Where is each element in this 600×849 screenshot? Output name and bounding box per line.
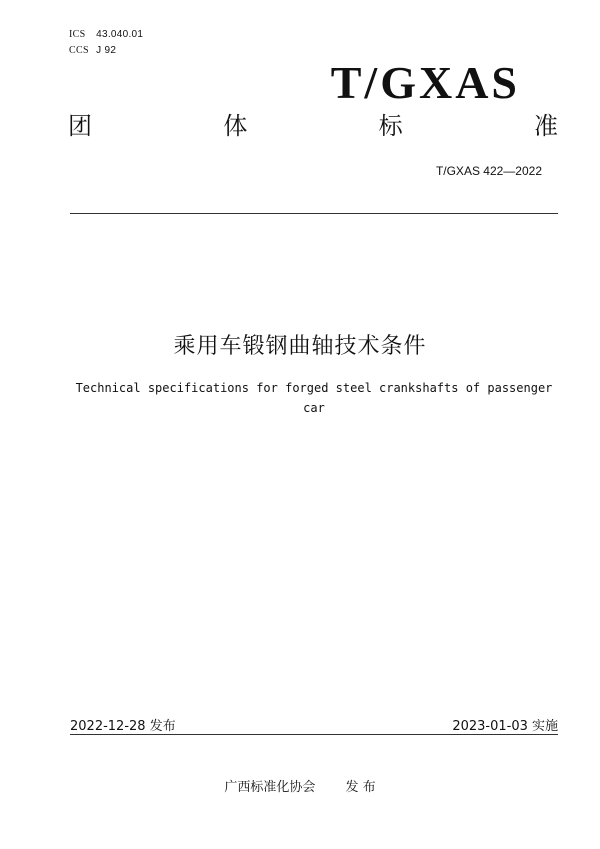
standard-number: T/GXAS 422—2022 bbox=[435, 164, 542, 178]
standard-type-char: 团 bbox=[68, 112, 92, 140]
issue-date: 2022-12-28 发布 bbox=[70, 719, 176, 734]
header-divider bbox=[70, 213, 558, 214]
footer-divider bbox=[70, 734, 558, 735]
standard-type-char: 准 bbox=[533, 112, 558, 140]
ccs-line bbox=[69, 45, 116, 56]
implementation-date: 2023-01-03 实施 bbox=[452, 719, 558, 734]
ics-label: ICS bbox=[69, 29, 86, 40]
standard-type-char: 体 bbox=[223, 112, 248, 140]
standard-type-char: 标 bbox=[378, 112, 403, 140]
document-title-chinese: 乘用车锻钢曲轴技术条件 bbox=[173, 334, 427, 359]
ics-code: 43.040.01 bbox=[96, 29, 144, 40]
standard-type bbox=[68, 114, 558, 138]
publisher-name: 广西标准化协会 bbox=[224, 780, 316, 795]
document-title-english: Technical specifications for forged steel crankshafts of passenger car bbox=[75, 381, 553, 415]
ccs-code: J 92 bbox=[96, 45, 117, 56]
publisher-action: 发 布 bbox=[345, 780, 376, 795]
ccs-label: CCS bbox=[69, 45, 89, 56]
ics-line bbox=[69, 29, 143, 40]
publisher bbox=[0, 776, 600, 795]
org-code: T/GXAS bbox=[330, 57, 520, 108]
